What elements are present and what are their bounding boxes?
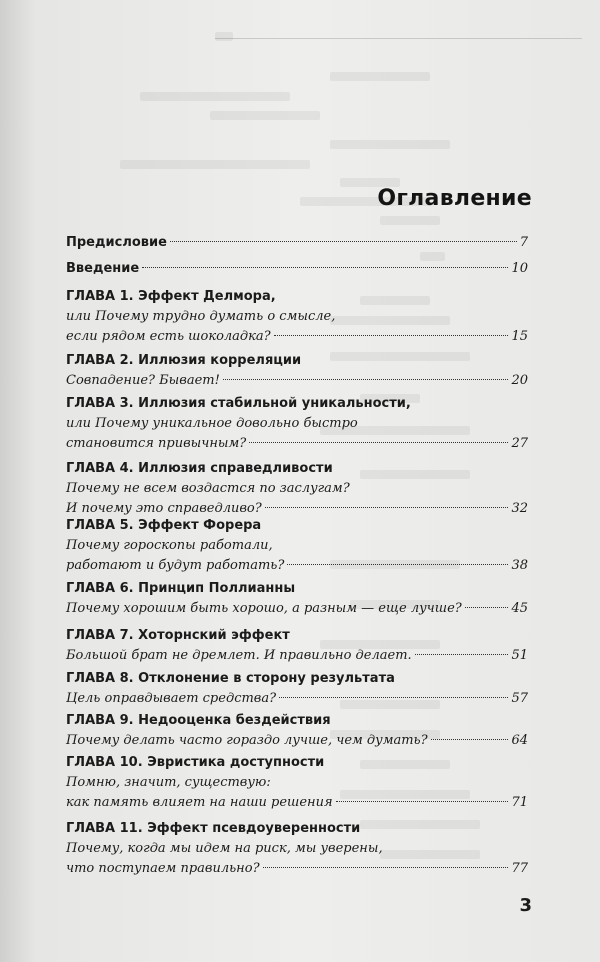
entry-label: Введение (66, 261, 140, 276)
chapter-subtitle: работают и будут работать? (66, 558, 285, 573)
dot-leader (465, 607, 509, 608)
chapter-subtitle: если рядом есть шоколадка? (66, 329, 271, 344)
page-number: 71 (511, 795, 528, 810)
chapter-title: ГЛАВА 4. Иллюзия справедливости (66, 461, 333, 476)
chapter-title: ГЛАВА 3. Иллюзия стабильной уникальности, (66, 396, 411, 411)
toc-entry-preface[interactable] (66, 233, 528, 253)
toc-entry-chapter-9[interactable] (66, 711, 528, 751)
chapter-subtitle: И почему это справедливо? (66, 501, 262, 516)
toc-entry-chapter-10[interactable] (66, 753, 528, 813)
dot-leader (170, 241, 517, 242)
chapter-subtitle: Почему гороскопы работали, (66, 538, 273, 553)
chapter-subtitle: как память влияет на наши решения (66, 795, 333, 810)
dot-leader (142, 267, 508, 268)
chapter-title: ГЛАВА 8. Отклонение в сторону результата (66, 671, 395, 686)
chapter-subtitle: что поступаем правильно? (66, 861, 260, 876)
toc-entry-chapter-1[interactable] (66, 287, 528, 347)
chapter-subtitle: или Почему уникальное довольно быстро (66, 416, 358, 431)
chapter-subtitle: Совпадение? Бывает! (66, 373, 220, 388)
chapter-subtitle: Большой брат не дремлет. И правильно делает. (66, 648, 412, 663)
dot-leader (287, 564, 508, 565)
chapter-subtitle: Почему не всем воздастся по заслугам? (66, 481, 350, 496)
page-number: 32 (511, 501, 528, 516)
page-number: 45 (511, 601, 528, 616)
chapter-title: ГЛАВА 11. Эффект псевдоуверенности (66, 821, 361, 836)
page-number: 20 (511, 373, 528, 388)
page-number: 7 (519, 235, 528, 250)
dot-leader (431, 739, 509, 740)
chapter-title: ГЛАВА 1. Эффект Делмора, (66, 289, 276, 304)
toc-entry-chapter-8[interactable] (66, 669, 528, 709)
toc-entry-introduction[interactable] (66, 259, 528, 279)
toc-entry-chapter-3[interactable] (66, 394, 528, 454)
toc-entry-chapter-6[interactable] (66, 579, 528, 619)
dot-leader (274, 335, 509, 336)
dot-leader (223, 379, 509, 380)
page-number: 10 (511, 261, 528, 276)
page-number: 27 (511, 436, 528, 451)
toc-entry-chapter-5[interactable] (66, 516, 528, 576)
toc-entry-chapter-7[interactable] (66, 626, 528, 666)
chapter-subtitle: Помню, значит, существую: (66, 775, 271, 790)
chapter-subtitle: Почему делать часто гораздо лучше, чем думать? (66, 733, 428, 748)
toc-entry-chapter-4[interactable] (66, 459, 528, 519)
dot-leader (279, 697, 508, 698)
toc-entry-chapter-2[interactable] (66, 351, 528, 391)
chapter-title: ГЛАВА 9. Недооценка бездействия (66, 713, 331, 728)
chapter-subtitle: Почему, когда мы идем на риск, мы уверены, (66, 841, 383, 856)
chapter-subtitle: Цель оправдывает средства? (66, 691, 277, 706)
chapter-title: ГЛАВА 5. Эффект Форера (66, 518, 262, 533)
dot-leader (265, 507, 509, 508)
page-number: 15 (511, 329, 528, 344)
page-number: 51 (511, 648, 528, 663)
toc-entry-chapter-11[interactable] (66, 819, 528, 879)
page-number-footer: 3 (519, 895, 532, 916)
dot-leader (263, 867, 509, 868)
dot-leader (415, 654, 509, 655)
chapter-title: ГЛАВА 6. Принцип Поллианны (66, 581, 296, 596)
page-number: 64 (511, 733, 528, 748)
chapter-subtitle: Почему хорошим быть хорошо, а разным — еще лучше? (66, 601, 462, 616)
chapter-title: ГЛАВА 7. Хоторнский эффект (66, 628, 290, 643)
dot-leader (249, 442, 508, 443)
chapter-subtitle: или Почему трудно думать о смысле, (66, 309, 336, 324)
page-title: Оглавление (377, 186, 532, 211)
chapter-subtitle: становится привычным? (66, 436, 247, 451)
entry-label: Предисловие (66, 235, 167, 250)
dot-leader (336, 801, 509, 802)
chapter-title: ГЛАВА 10. Эвристика доступности (66, 755, 325, 770)
chapter-title: ГЛАВА 2. Иллюзия корреляции (66, 353, 302, 368)
page-number: 77 (511, 861, 528, 876)
page-number: 38 (511, 558, 528, 573)
page-number: 57 (511, 691, 528, 706)
